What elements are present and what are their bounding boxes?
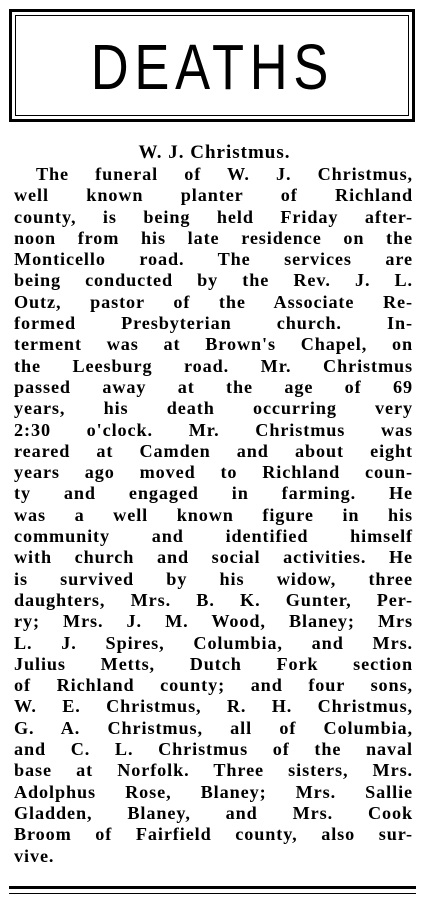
obituary-line: community and identified himself bbox=[14, 526, 413, 547]
obituary-line: daughters, Mrs. B. K. Gunter, Per- bbox=[14, 589, 413, 610]
section-heading: DEATHS bbox=[90, 30, 334, 103]
obituary-line: vive. bbox=[14, 845, 55, 866]
obituary-line: ty and engaged in farming. He bbox=[14, 483, 413, 504]
obituary-line: being conducted by the Rev. J. L. bbox=[14, 270, 413, 291]
section-heading-box bbox=[9, 9, 415, 122]
obituary-name: W. J. Christmus. bbox=[138, 142, 291, 163]
obituary-line: with church and social activities. He bbox=[14, 547, 413, 568]
obituary-line: Adolphus Rose, Blaney; Mrs. Sallie bbox=[14, 781, 413, 802]
obituary-body bbox=[14, 164, 413, 867]
obituary-line: Gladden, Blaney, and Mrs. Cook bbox=[14, 802, 413, 823]
bottom-rule-thin bbox=[9, 893, 416, 894]
obituary-line: G. A. Christmus, all of Columbia, bbox=[14, 717, 413, 738]
obituary-line: and C. L. Christmus of the naval bbox=[14, 739, 413, 760]
obituary-line: L. J. Spires, Columbia, and Mrs. bbox=[14, 632, 413, 653]
obituary-line: the Leesburg road. Mr. Christmus bbox=[14, 355, 413, 376]
obituary-line: terment was at Brown's Chapel, on bbox=[14, 334, 413, 355]
obituary-line: reared at Camden and about eight bbox=[14, 440, 413, 461]
obituary-line: passed away at the age of 69 bbox=[14, 376, 413, 397]
obituary-line: Outz, pastor of the Associate Re- bbox=[14, 291, 413, 312]
obituary-line: The funeral of W. J. Christmus, bbox=[36, 164, 413, 184]
obituary-line: was a well known figure in his bbox=[14, 504, 413, 525]
obituary-line: county, is being held Friday after- bbox=[14, 206, 413, 227]
obituary-line: Broom of Fairfield county, also sur- bbox=[14, 824, 413, 845]
obituary-line: of Richland county; and four sons, bbox=[14, 675, 413, 696]
obituary-line: years ago moved to Richland coun- bbox=[14, 462, 413, 483]
bottom-rule-thick bbox=[9, 886, 416, 889]
obituary-line: is survived by his widow, three bbox=[14, 568, 413, 589]
obituary-line: Monticello road. The services are bbox=[14, 249, 413, 270]
obituary-line: 2:30 o'clock. Mr. Christmus was bbox=[14, 419, 413, 440]
obituary-line: years, his death occurring very bbox=[14, 398, 413, 419]
obituary-line: noon from his late residence on the bbox=[14, 227, 413, 248]
obituary-line: ry; Mrs. J. M. Wood, Blaney; Mrs bbox=[14, 611, 413, 632]
obituary-line: W. E. Christmus, R. H. Christmus, bbox=[14, 696, 413, 717]
obituary-line: Julius Metts, Dutch Fork section bbox=[14, 653, 413, 674]
obituary-line: well known planter of Richland bbox=[14, 185, 413, 206]
obituary-line: formed Presbyterian church. In- bbox=[14, 313, 413, 334]
obituary-line: base at Norfolk. Three sisters, Mrs. bbox=[14, 760, 413, 781]
